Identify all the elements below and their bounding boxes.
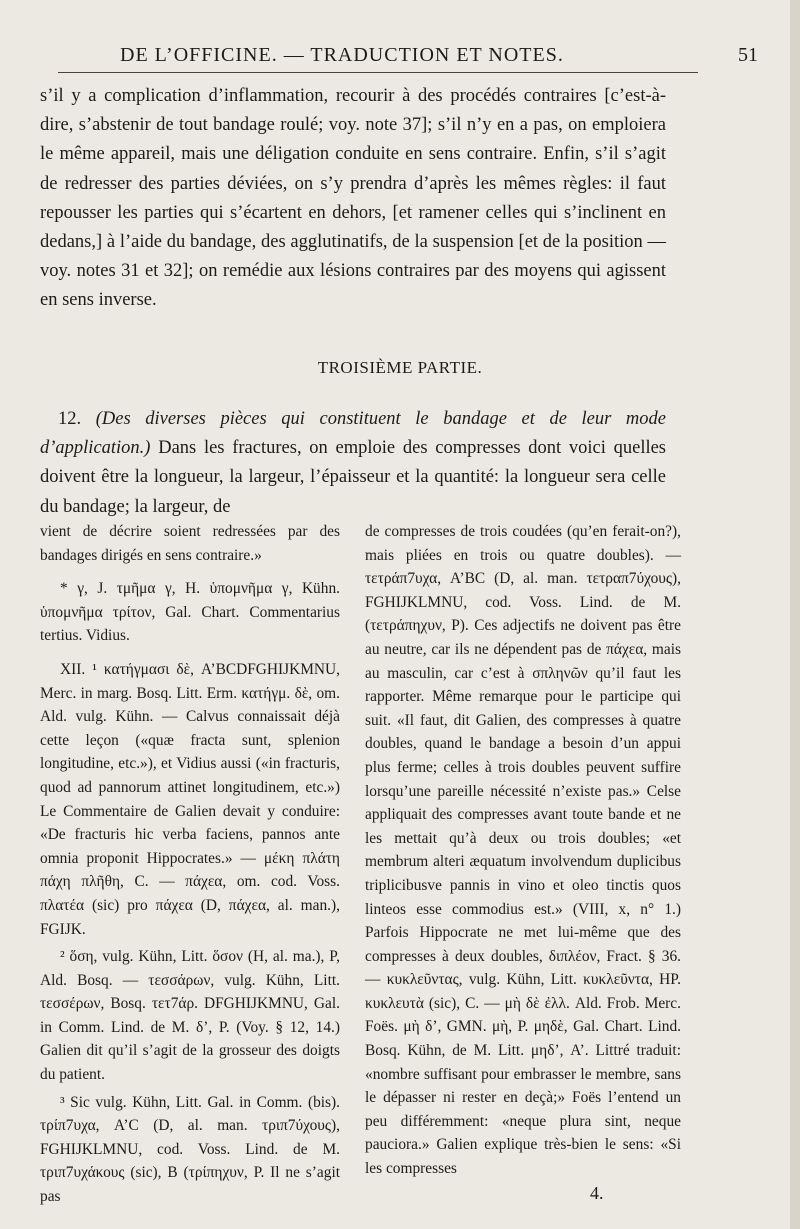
note-paragraph: de compresses de trois coudées (qu’en ferait-on?), mais pliées en trois ou quatre doubles). — τετράπ7υχα, A’BC (D, al. man. τετραπ7ύχους), FGHIJKLMNU, cod. Voss. Lind. de M. (τετράπηχυν, P). Ces adjectifs ne doivent pas être au neutre, car ils ne dépendent pas de πάχεα, mais au masculin, car c’est à σπληνῶν qu’il faut les rapporter. Même remarque pour le participe qui suit. «Il faut, dit Galien, des compresses à quatre doubles, quand le bandage a besoin d’un appui plus ferme; celles à trois doubles peuvent suffire lorsqu’une pareille nécessité n’existe pas.» Celse appliquait des compresses avant toute bande et ne les mettait qu’à deux ou trois doubles; «et membrum alteri æquatum involvendum duplicibus triplicibusve pannis in vino et oleo tinctis quos linteos esse commodius est.» (VIII, x, n° 1.) Parfois Hippocrate ne met lui-même que des compresses à deux doubles, διπλέον, Fract. § 36. — κυκλεῦντας, vulg. Kühn, Litt. κυκλεῦντα, HP. κυκλευτὰ (sic), C. — μὴ δὲ ἐλλ. Ald. Frob. Merc. Foës. μὴ δ’, GMN. μὴ, P. μηδὲ, Gal. Chart. Lind. Bosq. Kühn, de M. Litt. μηδ’, A’. Littré traduit: «nombre suffisant pour embrasser le membre, sans le dépasser ni rester en deçà;» Foës l’entend un peu différemment: «neque plura sint, neque pauciora.» Galien explique très-bien le sens: «Si les compresses <box>365 523 681 1178</box>
header-rule <box>58 72 698 73</box>
note-paragraph: * γ, J. τμῆμα γ, H. ὑπομνῆμα γ, Kühn. ὑπομνῆμα τρίτον, Gal. Chart. Commentarius tertius. Vidius. <box>40 580 340 645</box>
note-paragraph: XII. ¹ κατήγμασι δὲ, A’BCDFGHIJKMNU, Merc. in marg. Bosq. Litt. Erm. κατήγμ. δὲ, om. Ald. vulg. Kühn. — Calvus connaissait déjà cette leçon («quæ fracta sunt, splenion longitudine, etc.»), et Vidius aussi («in fracturis, quod ad pannorum attinet longitudinem, etc.») Le Commentaire de Galien devait y conduire: «De fracturis hic verba faciens, pannos ante omnia proponit Hippocrates.» — μέκη πλάτη πάχη πλῆθη, C. — πάχεα, om. cod. Voss. πλατέα (sic) pro πάχεα (D, πάχεα, al. man.), FGIJK. <box>40 660 340 938</box>
notes-right-column <box>365 520 681 1191</box>
paragraph-text: Dans les fractures, on emploie des compresses dont voici quelles doivent être la longueur, la largeur, l’épaisseur et la quantité: la longueur sera celle du bandage; la largeur, de <box>40 438 667 517</box>
note-paragraph: vient de décrire soient redressées par des bandages dirigés en sens contraire.» <box>40 523 340 564</box>
header-title: DE L’OFFICINE. — TRADUCTION ET NOTES. <box>120 44 564 66</box>
signature-mark: 4. <box>590 1183 604 1203</box>
note-paragraph: ² ὅση, vulg. Kühn, Litt. ὅσον (H, al. ma.), P, Ald. Bosq. — τεσσάρων, vulg. Kühn, Litt. τεσσέρων, Bosq. τετ7άρ. DFGHIJKMNU, Gal. in Comm. Lind. de M. δ’, P. (Voy. § 12, 14.) Galien dit qu’il s’agit de la grosseur des doigts du patient. <box>40 948 340 1084</box>
page-number: 51 <box>738 44 758 66</box>
top-paragraph: s’il y a complication d’inflammation, recourir à des procédés contraires [c’est-à-dire, s’abstenir de tout bandage roulé; voy. note 37]; s’il n’y en a pas, on emploiera le même appareil, mais une déligation conduite en sens contraire. Enfin, s’il s’agit de redresser des parties déviées, on s’y prendra d’après les mêmes règles: il faut repousser les parties qui s’écartent en dehors, [et ramener celles qui s’inclinent en dedans,] à l’aide du bandage, des agglutinatifs, de la suspension [et de la position — voy. notes 31 et 32]; on remédie aux lésions contraires par des moyens qui agissent en sens inverse. <box>40 86 666 311</box>
translation-text <box>40 82 666 316</box>
paragraph-number: 12. <box>58 409 82 429</box>
notes-left-column <box>40 520 340 1213</box>
section-heading: TROISIÈME PARTIE. <box>317 358 483 377</box>
paragraph-heading: (Des diverses pièces qui constituent le bandage et de leur mode d’application.) <box>40 409 666 459</box>
note-paragraph: ³ Sic vulg. Kühn, Litt. Gal. in Comm. (bis). τρίπ7υχα, A’C (D, al. man. τριπ7ύχους), FGHIJKLMNU, cod. Voss. Lind. de M. τριπ7υχάκους (sic), B (τρίπηχυν, P. Il ne s’agit pas <box>40 1093 340 1206</box>
page-edge <box>790 0 800 1229</box>
running-header <box>30 44 760 74</box>
paragraph-12 <box>40 405 666 522</box>
